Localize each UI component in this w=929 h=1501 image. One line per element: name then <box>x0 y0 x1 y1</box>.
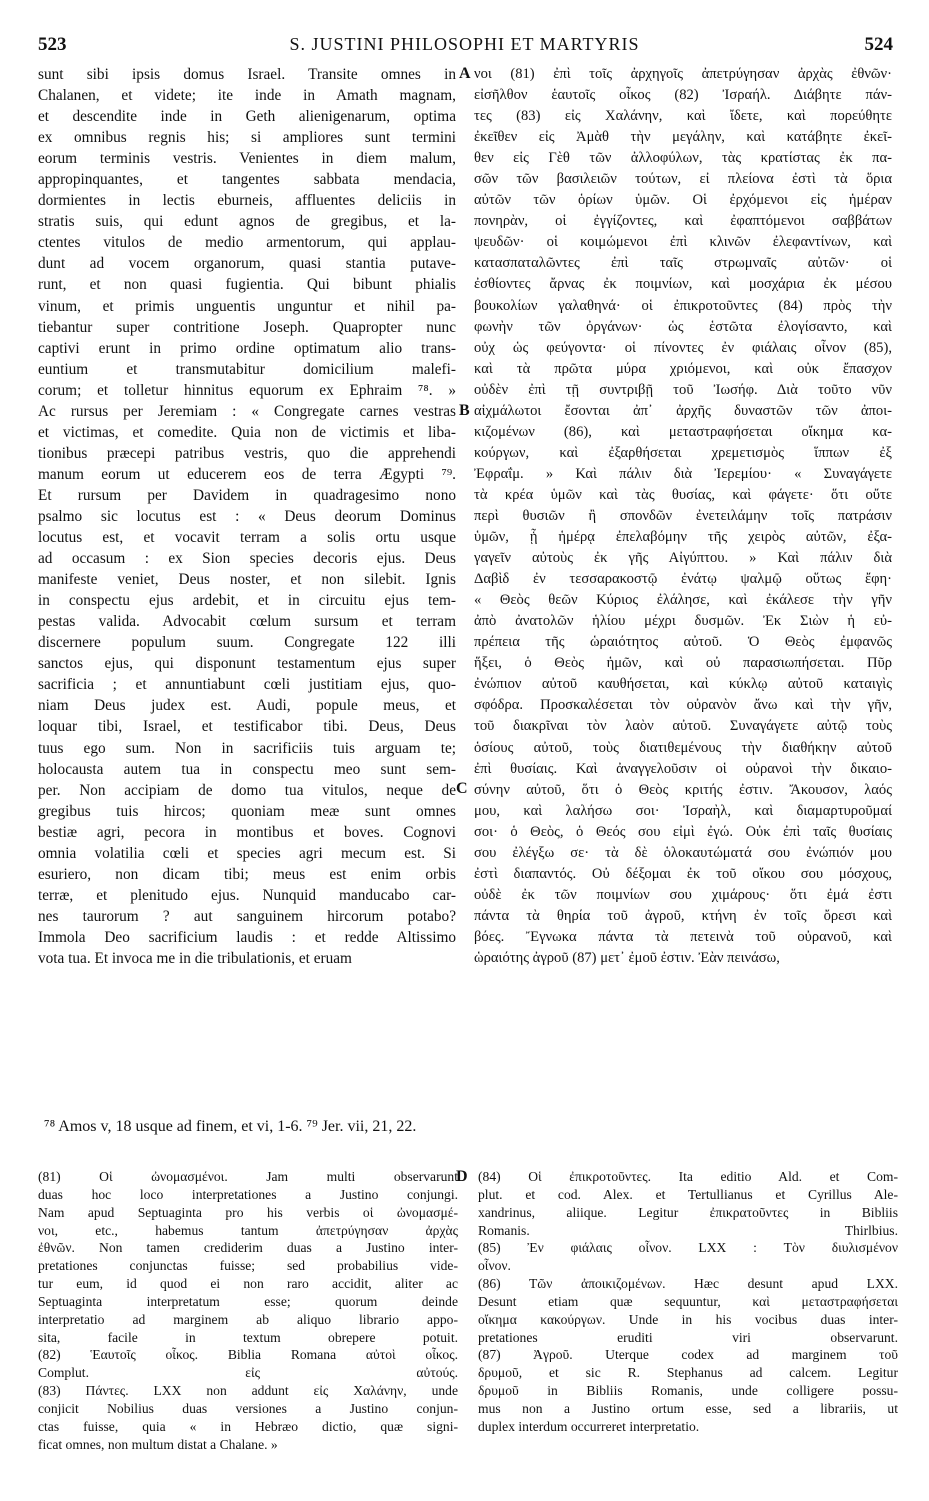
latin-text-line: loquar tibi, Israel, et testificabor tibi. Deus, Deus <box>38 718 456 736</box>
footnote-line: plut. et cod. Alex. et Tertullianus et Cyrillus Ale- <box>478 1186 898 1202</box>
latin-text-line: Ac rursus per Jeremiam : « Congregate carnes vestras <box>38 402 456 420</box>
greek-text-line: αἰχμάλωτοι ἔσονται ἀπ᾽ ἀρχῆς δυναστῶν τῶν ἀποι- <box>474 402 892 419</box>
footnote-line: νοι, etc., habemus tantum ἀπετρύγησαν ἀρχὰς <box>38 1222 458 1238</box>
latin-text-line: holocausta autem tua in conspectu meo sunt sem- <box>38 760 456 778</box>
latin-text-line: sacrificia ; et annuntiabunt cœli justitiam ejus, quo- <box>38 676 456 694</box>
latin-text-line: sunt sibi ipsis domus Israel. Transite omnes in <box>38 66 456 83</box>
latin-text-line: dunt ad vocem organorum, quasi stantia putave- <box>38 255 456 273</box>
latin-text-line: Immola Deo sacrificium laudis : et redde Altissimo <box>38 928 456 946</box>
latin-text-line: per. Non accipiam de domo tua vitulos, neque de <box>38 781 456 799</box>
greek-text-line: κατασπαταλῶντες ἐπὶ ταῖς στρωμναῖς αὐτῶν· οἱ <box>474 255 892 272</box>
greek-text-line: φωνὴν τῶν ὀργάνων· ὡς ἑστῶτα ἐλογίσαντο, καὶ <box>474 318 892 335</box>
footnote-line: pretationes eruditi viri observarunt. <box>478 1329 898 1345</box>
footnote-line: (86) Τῶν ἀποικιζομένων. Hæc desunt apud LXX. <box>478 1276 898 1292</box>
latin-text-line: Et rursum per Davidem in quadragesimo nono <box>38 486 456 504</box>
latin-text-line: discernere populum suum. Congregate 122 illi <box>38 634 456 652</box>
footnote-line: pretationes conjunctas fuisse; sed probabilius vide- <box>38 1258 458 1274</box>
greek-text-line: περὶ θυσιῶν ἢ σπονδῶν ἐνετειλάμην τοῖς πατράσιν <box>474 507 892 524</box>
footnote-line: (81) Οἱ ὠνομασμένοι. Jam multi observarunt <box>38 1169 458 1184</box>
footnote-line: duas hoc loco interpretationes a Justino conjungi. <box>38 1186 458 1202</box>
latin-text-line: nes taurorum ? aut sanguinem hircorum potabo? <box>38 907 456 925</box>
greek-text-line: τες (83) εἰς Χαλάνην, καὶ ἴδετε, καὶ πορεύθητε <box>474 108 892 125</box>
latin-text-line: tiebantur super contritione Joseph. Quapropter nunc <box>38 318 456 336</box>
latin-text-line: gregibus tuis hircos; quoniam meæ sunt omnes <box>38 802 456 820</box>
greek-column <box>474 64 892 969</box>
latin-text-line: captivi erunt in primo ordine optimatum alio trans- <box>38 339 456 357</box>
greek-text-line: αὐτῶν τῶν ὁρίων ὑμῶν. Οἱ ἐρχόμενοι εἰς ἡμέραν <box>474 192 892 209</box>
greek-text-line: νοι (81) ἐπὶ τοῖς ἀρχηγοῖς ἀπετρύγησαν ἀρχὰς ἐθνῶν· <box>474 66 892 82</box>
latin-text-line: bestiæ agri, pecora in montibus et boves. Cognovi <box>38 823 456 841</box>
footnote-line: δρυμοῦ in Bibliis Romanis, unde colligere possu- <box>478 1383 898 1399</box>
greek-text-line: τοῦ διακρῖναι τὸν λαὸν αὐτοῦ. Συναγάγετε αὐτῷ τοὺς <box>474 718 892 735</box>
latin-text-line: corum; et tolletur hinnitus equorum ex Ephraim ⁷⁸. » <box>38 381 456 399</box>
greek-text-line: σοι· ὁ Θεὸς, ὁ Θεός σου εἰμὶ ἐγώ. Οὐκ ἐπὶ ταῖς θυσίαις <box>474 823 892 840</box>
latin-text-line: tionibus præcepi patribus vestris, quo die apprehendi <box>38 444 456 462</box>
greek-text-line: βόες. Ἔγνωκα πάντα τὰ πετεινὰ τοῦ οὐρανοῦ, καὶ <box>474 928 892 945</box>
greek-text-line: πρέπεια τῆς ὡραιότητος αὐτοῦ. Ὁ Θεὸς ἐμφανῶς <box>474 634 892 651</box>
greek-text-line: βουκολίων γαλαθηνά· οἱ ἐπικροτοῦντες (84) πρὸς τὴν <box>474 297 892 314</box>
latin-column <box>38 64 456 969</box>
footnote-line: sita, facile in textum obrepere potuit. <box>38 1329 458 1345</box>
greek-text-line: γαγεῖν αὐτοὺς ἐκ γῆς Αἰγύπτου. » Καὶ πάλιν διὰ <box>474 550 892 567</box>
greek-text-line: Ἐφραΐμ. » Καὶ πάλιν διὰ Ἰερεμίου· « Συναγάγετε <box>474 465 892 482</box>
footnote-line: tur eum, id quod ei non raro accidit, aliter ac <box>38 1276 458 1292</box>
latin-text-line: ad occasum : ex Sion species decoris ejus. Deus <box>38 550 456 568</box>
latin-text-line: vinum, et primis unguentis unguntur et nihil pa- <box>38 297 456 315</box>
greek-text-line: κούργων, καὶ ἐξαρθήσεται χρεμετισμὸς ἵππων ἐξ <box>474 444 892 461</box>
greek-text-line: ἐνώπιον αὐτοῦ καυθήσεται, καὶ κύκλῳ αὐτοῦ καταιγὶς <box>474 676 892 693</box>
greek-text-line: ψευδῶν· οἱ κοιμώμενοι ἐπὶ κλινῶν ἐλεφαντίνων, καὶ <box>474 234 892 251</box>
footnote-line: δρυμοῦ, et sic R. Stephanus ad calcem. Legitur <box>478 1365 898 1381</box>
greek-text-line: μου, καὶ λαλήσω σοι· Ἰσραὴλ, καὶ διαμαρτυροῦμαί <box>474 802 892 819</box>
footnote-line: (84) Οἱ ἐπικροτοῦντες. Ita editio Ald. et Com- <box>478 1169 898 1184</box>
latin-text-line: tuus ego sum. Non in sacrificiis tuis arguam te; <box>38 739 456 757</box>
greek-text-line: ὑμῶν, ᾗ ἡμέρᾳ ἐπελαβόμην τῆς χειρὸς αὐτῶν, ἐξα- <box>474 529 892 546</box>
greek-text-line: ἀπὸ ἀνατολῶν ἡλίου μέχρι δυσμῶν. Ἐκ Σιὼν ἡ εὐ- <box>474 613 892 630</box>
notes-right-column <box>478 1168 898 1436</box>
greek-text-line: καὶ τὰ πρῶτα μύρα χριόμενοι, καὶ οὐκ ἔπασχον <box>474 360 892 377</box>
page-number-right: 524 <box>864 34 893 55</box>
latin-text-line: ctentes vitulos de medio armentorum, qui applau- <box>38 234 456 252</box>
page-header <box>0 34 929 60</box>
footnote-line: (82) Ἑαυτοῖς οἶκος. Biblia Romana αὐτοὶ οἶκος. <box>38 1347 458 1363</box>
latin-text-line: ex omnibus regnis his; si ampliores sunt termini <box>38 129 456 147</box>
notes-left-column <box>38 1168 458 1454</box>
footnote-line: Septuaginta interpretatum esse; quorum deinde <box>38 1293 458 1309</box>
footnote-line: duplex interdum occurreret interpretatio. <box>478 1418 700 1434</box>
latin-text-line: et descendite inde in Geth alienigenarum, optima <box>38 108 456 126</box>
greek-text-line: ὡραιότης ἀγροῦ (87) μετ᾽ ἐμοῦ ἐστιν. Ἐὰν πεινάσω, <box>474 949 780 966</box>
scripture-references: ⁷⁸ Amos v, 18 usque ad finem, et vi, 1-6. ⁷⁹ Jer. vii, 21, 22. <box>44 1118 417 1135</box>
greek-text-line: κιζομένων (86), καὶ μεταστραφήσεται οἴκημα κα- <box>474 423 892 440</box>
latin-text-line: vota tua. Et invoca me in die tribulationis, et eruam <box>38 949 352 967</box>
latin-text-line: in conspectu ejus ardebit, et in circuitu ejus tem- <box>38 592 456 610</box>
greek-text-line: ἐπὶ θυσίαις. Καὶ ἀναγγελοῦσιν οἱ οὐρανοὶ τὴν δικαιο- <box>474 760 892 777</box>
section-marker-a: A <box>459 65 471 82</box>
footnote-line: οἶνον. <box>478 1258 511 1274</box>
greek-text-line: πάντα τὰ θηρία τοῦ ἀγροῦ, κτήνη ἐν τοῖς ὄρεσι καὶ <box>474 907 892 924</box>
greek-text-line: ἐκεῖθεν εἰς Ἀμὰθ τὴν μεγάλην, καὶ κατάβητε ἐκεῖ- <box>474 129 892 146</box>
footnote-line: (83) Πάντες. LXX non addunt εἰς Χαλάνην, unde <box>38 1383 458 1399</box>
greek-text-line: σῶν τῶν βασιλειῶν τούτων, εἰ πλείονα ἐστὶ τὰ ὅρια <box>474 171 892 188</box>
greek-text-line: Δαβὶδ ἐν τεσσαρακοστῷ ἐνάτῳ ψαλμῷ οὕτως ἔφη· <box>474 571 892 588</box>
greek-text-line: ὁσίους αὐτοῦ, τοὺς διατιθεμένους τὴν διαθήκην αὐτοῦ <box>474 739 892 756</box>
footnote-line: ctas fuisse, quia « in Hebræo dictio, quæ signi- <box>38 1418 458 1434</box>
footnote-line: interpretatio ad marginem ab aliquo librario appo- <box>38 1311 458 1327</box>
footnote-line: ficat omnes, non multum distat a Chalane. » <box>38 1436 278 1452</box>
running-title: S. JUSTINI PHILOSOPHI ET MARTYRIS <box>289 34 640 54</box>
latin-text-line: appropinquantes, et tangentes sabbata mendacia, <box>38 171 456 189</box>
footnote-line: Romanis. Thirlbius. <box>478 1222 898 1238</box>
latin-text-line: et victimas, et comedite. Quia non de victimis et liba- <box>38 423 456 441</box>
latin-text-line: manifeste veniet, Deus noster, et non silebit. Ignis <box>38 571 456 589</box>
latin-text-line: pestas valida. Advocabit cœlum sursum et terram <box>38 613 456 631</box>
greek-text-line: « Θεὸς θεῶν Κύριος ἐλάλησε, καὶ ἐκάλεσε τὴν γῆν <box>474 592 892 609</box>
latin-text-line: esuriero, non dicam tibi; meus est enim orbis <box>38 865 456 883</box>
latin-text-line: locutus est, et vocavit terram a solis ortu usque <box>38 529 456 547</box>
latin-text-line: dormientes in lectis eburneis, affluentes deliciis in <box>38 192 456 210</box>
greek-text-line: σύνην αὐτοῦ, ὅτι ὁ Θεὸς κριτής ἐστιν. Ἄκουσον, λαός <box>474 781 892 798</box>
greek-text-line: εἰσῆλθον ἑαυτοῖς οἶκος (82) Ἰσραήλ. Διάβητε πάν- <box>474 87 892 104</box>
footnote-line: (85) Ἐν φιάλαις οἶνον. LXX : Τὸν διυλισμένον <box>478 1240 898 1256</box>
footnote-line: (87) Ἀγροῦ. Uterque codex ad marginem τοῦ <box>478 1347 898 1363</box>
latin-text-line: runt, et non quasi fugientia. Qui bibunt phialis <box>38 276 456 294</box>
greek-text-line: οὐδὲ ἐκ τῶν ποιμνίων σου χιμάρους· ὅτι ἐμά ἐστι <box>474 886 892 903</box>
latin-text-line: terræ, et plenitudo ejus. Nunquid manducabo car- <box>38 886 456 904</box>
footnote-line: mus non a Justino ortum esse, sed a librariis, ut <box>478 1400 898 1416</box>
footnote-line: οἴκημα κακούργων. Unde in his vocibus duas inter- <box>478 1311 898 1327</box>
section-marker-b: B <box>459 402 470 419</box>
greek-text-line: ἐστὶ διαπαντός. Οὐ δέξομαι ἐκ τοῦ οἴκου σου μόσχους, <box>474 865 892 882</box>
footnote-line: Complut. εἰς αὐτούς. <box>38 1365 458 1381</box>
latin-text-line: omnia volatilia cœli et species agri mecum est. Si <box>38 844 456 862</box>
footnote-line: conjicit Nobilius duas versiones a Justino conjun- <box>38 1400 458 1416</box>
page-number-left: 523 <box>38 34 67 55</box>
greek-text-line: πονηρὰν, οἱ ἐγγίζοντες, καὶ ἐφαπτόμενοι σαββάτων <box>474 213 892 230</box>
latin-text-line: manum eorum ut educerem eos de terra Ægypti ⁷⁹. <box>38 465 456 483</box>
latin-text-line: psalmo sic locutus est : « Deus deorum Dominus <box>38 507 456 525</box>
greek-text-line: θεν εἰς Γὲθ τῶν ἀλλοφύλων, τὰς κρατίστας ἐκ πα- <box>474 150 892 167</box>
greek-text-line: οὐδὲν ἐπὶ τῇ συντριβῇ τοῦ Ἰωσήφ. Διὰ τοῦτο νῦν <box>474 381 892 398</box>
greek-text-line: ἥξει, ὁ Θεὸς ἡμῶν, καὶ οὐ παρασιωπήσεται. Πῦρ <box>474 655 892 672</box>
greek-text-line: οὐχ ὡς φεύγοντα· οἱ πίνοντες ἐν φιάλαις οἶνον (85), <box>474 339 892 356</box>
latin-text-line: Chalanen, et videte; ite inde in Amath magnam, <box>38 87 456 105</box>
footnote-line: Desunt etiam quæ sequuntur, καὶ μεταστραφήσεται <box>478 1293 898 1309</box>
latin-text-line: euntium et transmutabitur domicilium malefi- <box>38 360 456 378</box>
latin-text-line: stratis suis, qui edunt agnos de gregibus, et la- <box>38 213 456 231</box>
footnote-line: xandrinus, aliique. Legitur ἐπικρατοῦντες in Bibliis <box>478 1204 898 1220</box>
greek-text-line: σου ἐλέγξω σε· τὰ δὲ ὁλοκαυτώματά σου ἐνώπιόν μου <box>474 844 892 861</box>
latin-text-line: niam Deus judex est. Audi, popule meus, et <box>38 697 456 715</box>
greek-text-line: ἐσθίοντες ἄρνας ἐκ ποιμνίων, καὶ μοσχάρια ἐκ μέσου <box>474 276 892 293</box>
greek-text-line: σφόδρα. Προσκαλέσεται τὸν οὐρανὸν ἄνω καὶ τὴν γῆν, <box>474 697 892 714</box>
section-marker-c: C <box>456 780 468 797</box>
footnote-line: Nam apud Septuaginta pro his verbis οἱ ὠνομασμέ- <box>38 1204 458 1220</box>
latin-text-line: eorum terminis vestris. Venientes in diem malum, <box>38 150 456 168</box>
latin-text-line: sanctos ejus, qui disponunt testamentum ejus super <box>38 655 456 673</box>
footnote-line: ἐθνῶν. Non tamen crediderim duas a Justino inter- <box>38 1240 458 1256</box>
greek-text-line: τὰ κρέα ὑμῶν καὶ τὰς θυσίας, καὶ φάγετε· ὅτι οὔτε <box>474 486 892 503</box>
section-marker-d: D <box>456 1168 468 1185</box>
